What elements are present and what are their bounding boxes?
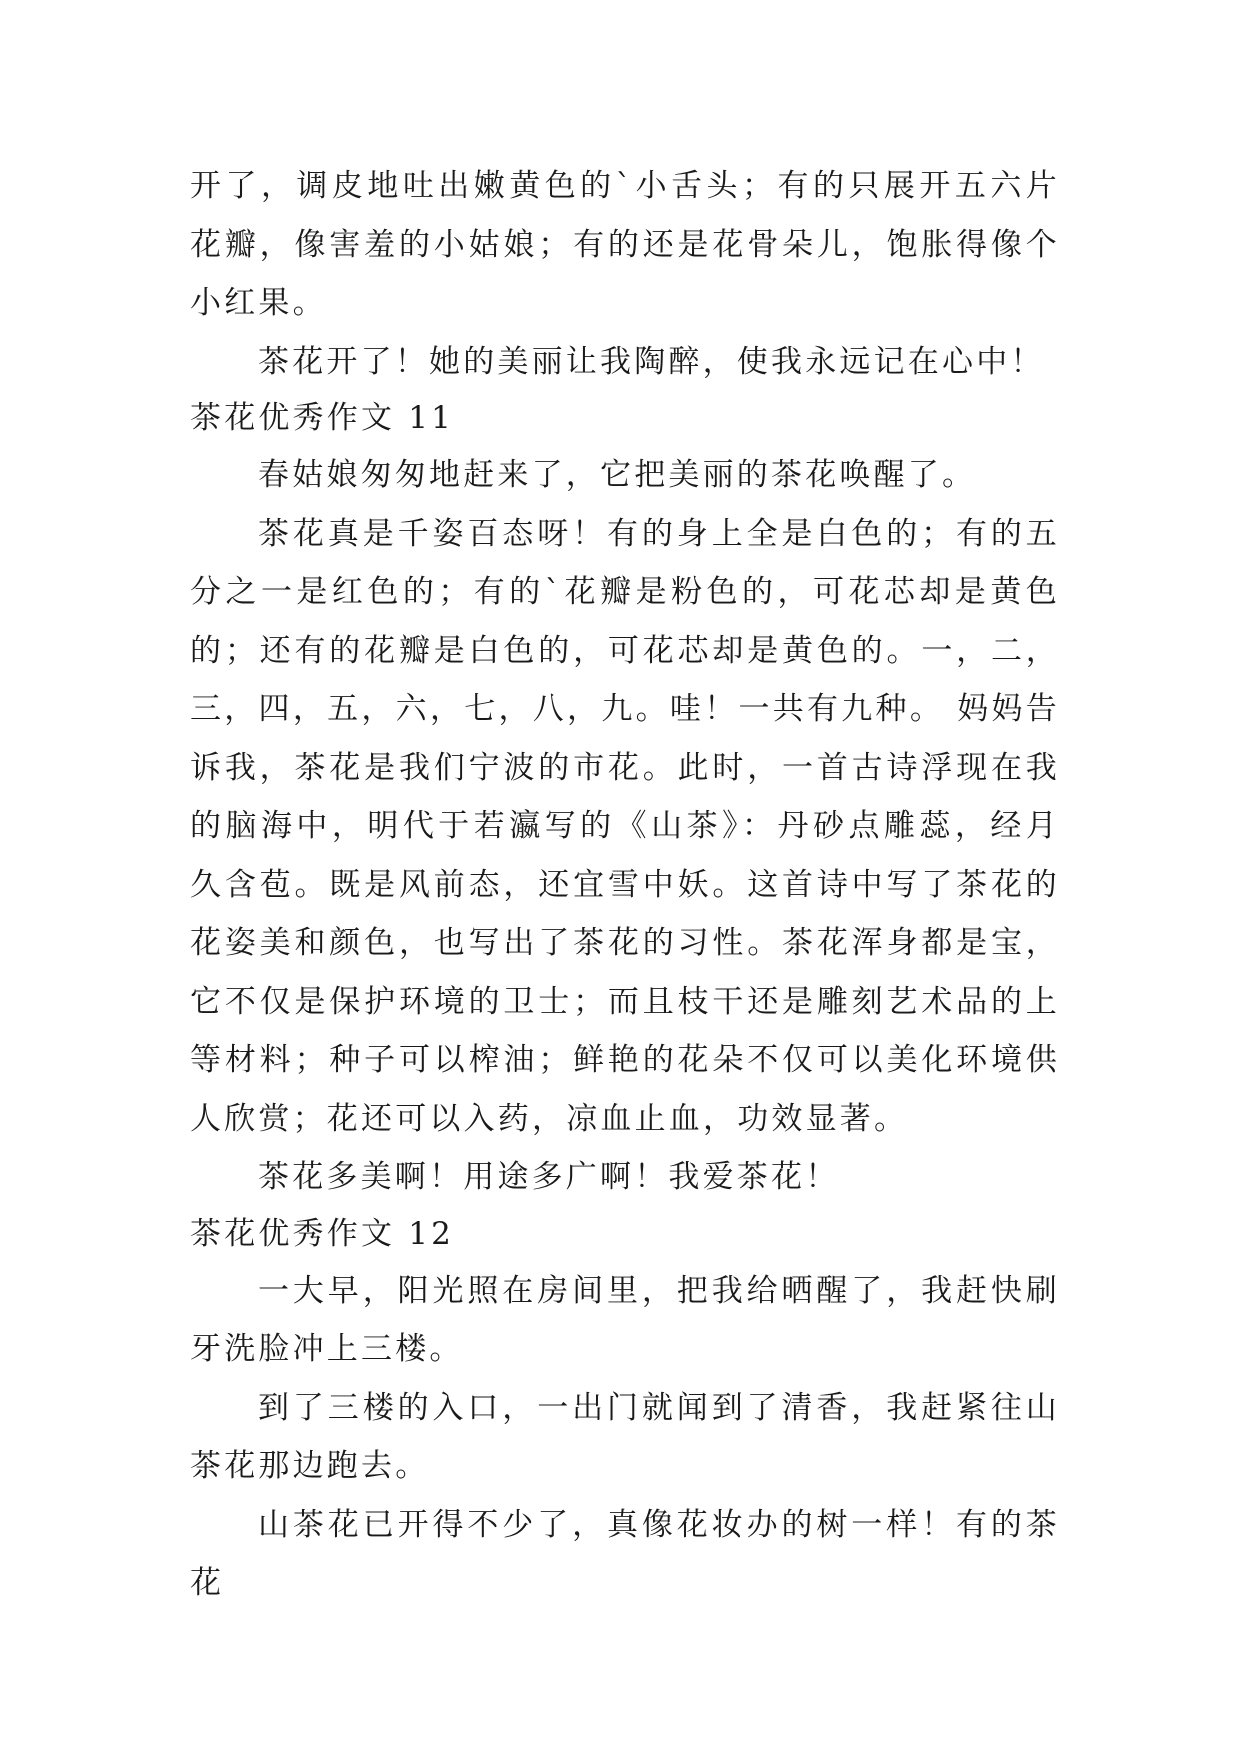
paragraph: 茶花多美啊！用途多广啊！我爱茶花！ (258, 1159, 840, 1195)
paragraph: 春姑娘匆匆地赶来了，它把美丽的茶花唤醒了。 (258, 457, 977, 493)
paragraph-continuation: 开了，调皮地吐出嫩黄色的`小舌头；有的只展开五六片花瓣，像害羞的小姑娘；有的还是花骨朵儿，饱胀得像个小红果。 (190, 168, 1060, 321)
paragraph: 茶花开了！她的美丽让我陶醉，使我永远记在心中！ (258, 343, 1045, 380)
paragraph: 山茶花已开得不少了，真像花妆办的树一样！有的茶花 (190, 1506, 1060, 1601)
essay-heading: 茶花优秀作文 11 (190, 400, 455, 436)
essay-heading: 茶花优秀作文 12 (190, 1215, 455, 1252)
document-body (190, 157, 1060, 1613)
paragraph: 一大早，阳光照在房间里，把我给晒醒了，我赶快刷牙洗脸冲上三楼。 (190, 1272, 1060, 1367)
paragraph: 到了三楼的入口，一出门就闻到了清香，我赶紧往山茶花那边跑去。 (190, 1389, 1060, 1484)
paragraph: 茶花真是千姿百态呀！有的身上全是白色的；有的五分之一是红色的；有的`花瓣是粉色的，可花芯却是黄色的；还有的花瓣是白色的，可花芯却是黄色的。一，二，三，四，五，六，七，八，九。哇！一共有九种。 妈妈告诉我，茶花是我们宁波的市花。此时，一首古诗浮现在我的脑海中，明代于若瀛写的《山茶》：丹砂点雕蕊，经月久含苞。既是风前态，还宜雪中妖。这首诗中写了茶花的花姿美和颜色，也写出了茶花的习性。茶花浑身都是宝，它不仅是保护环境的卫士；而且枝干还是雕刻艺术品的上等材料；种子可以榨油；鲜艳的花朵不仅可以美化环境供人欣赏；花还可以入药，凉血止血，功效显著。 (190, 515, 1060, 1137)
